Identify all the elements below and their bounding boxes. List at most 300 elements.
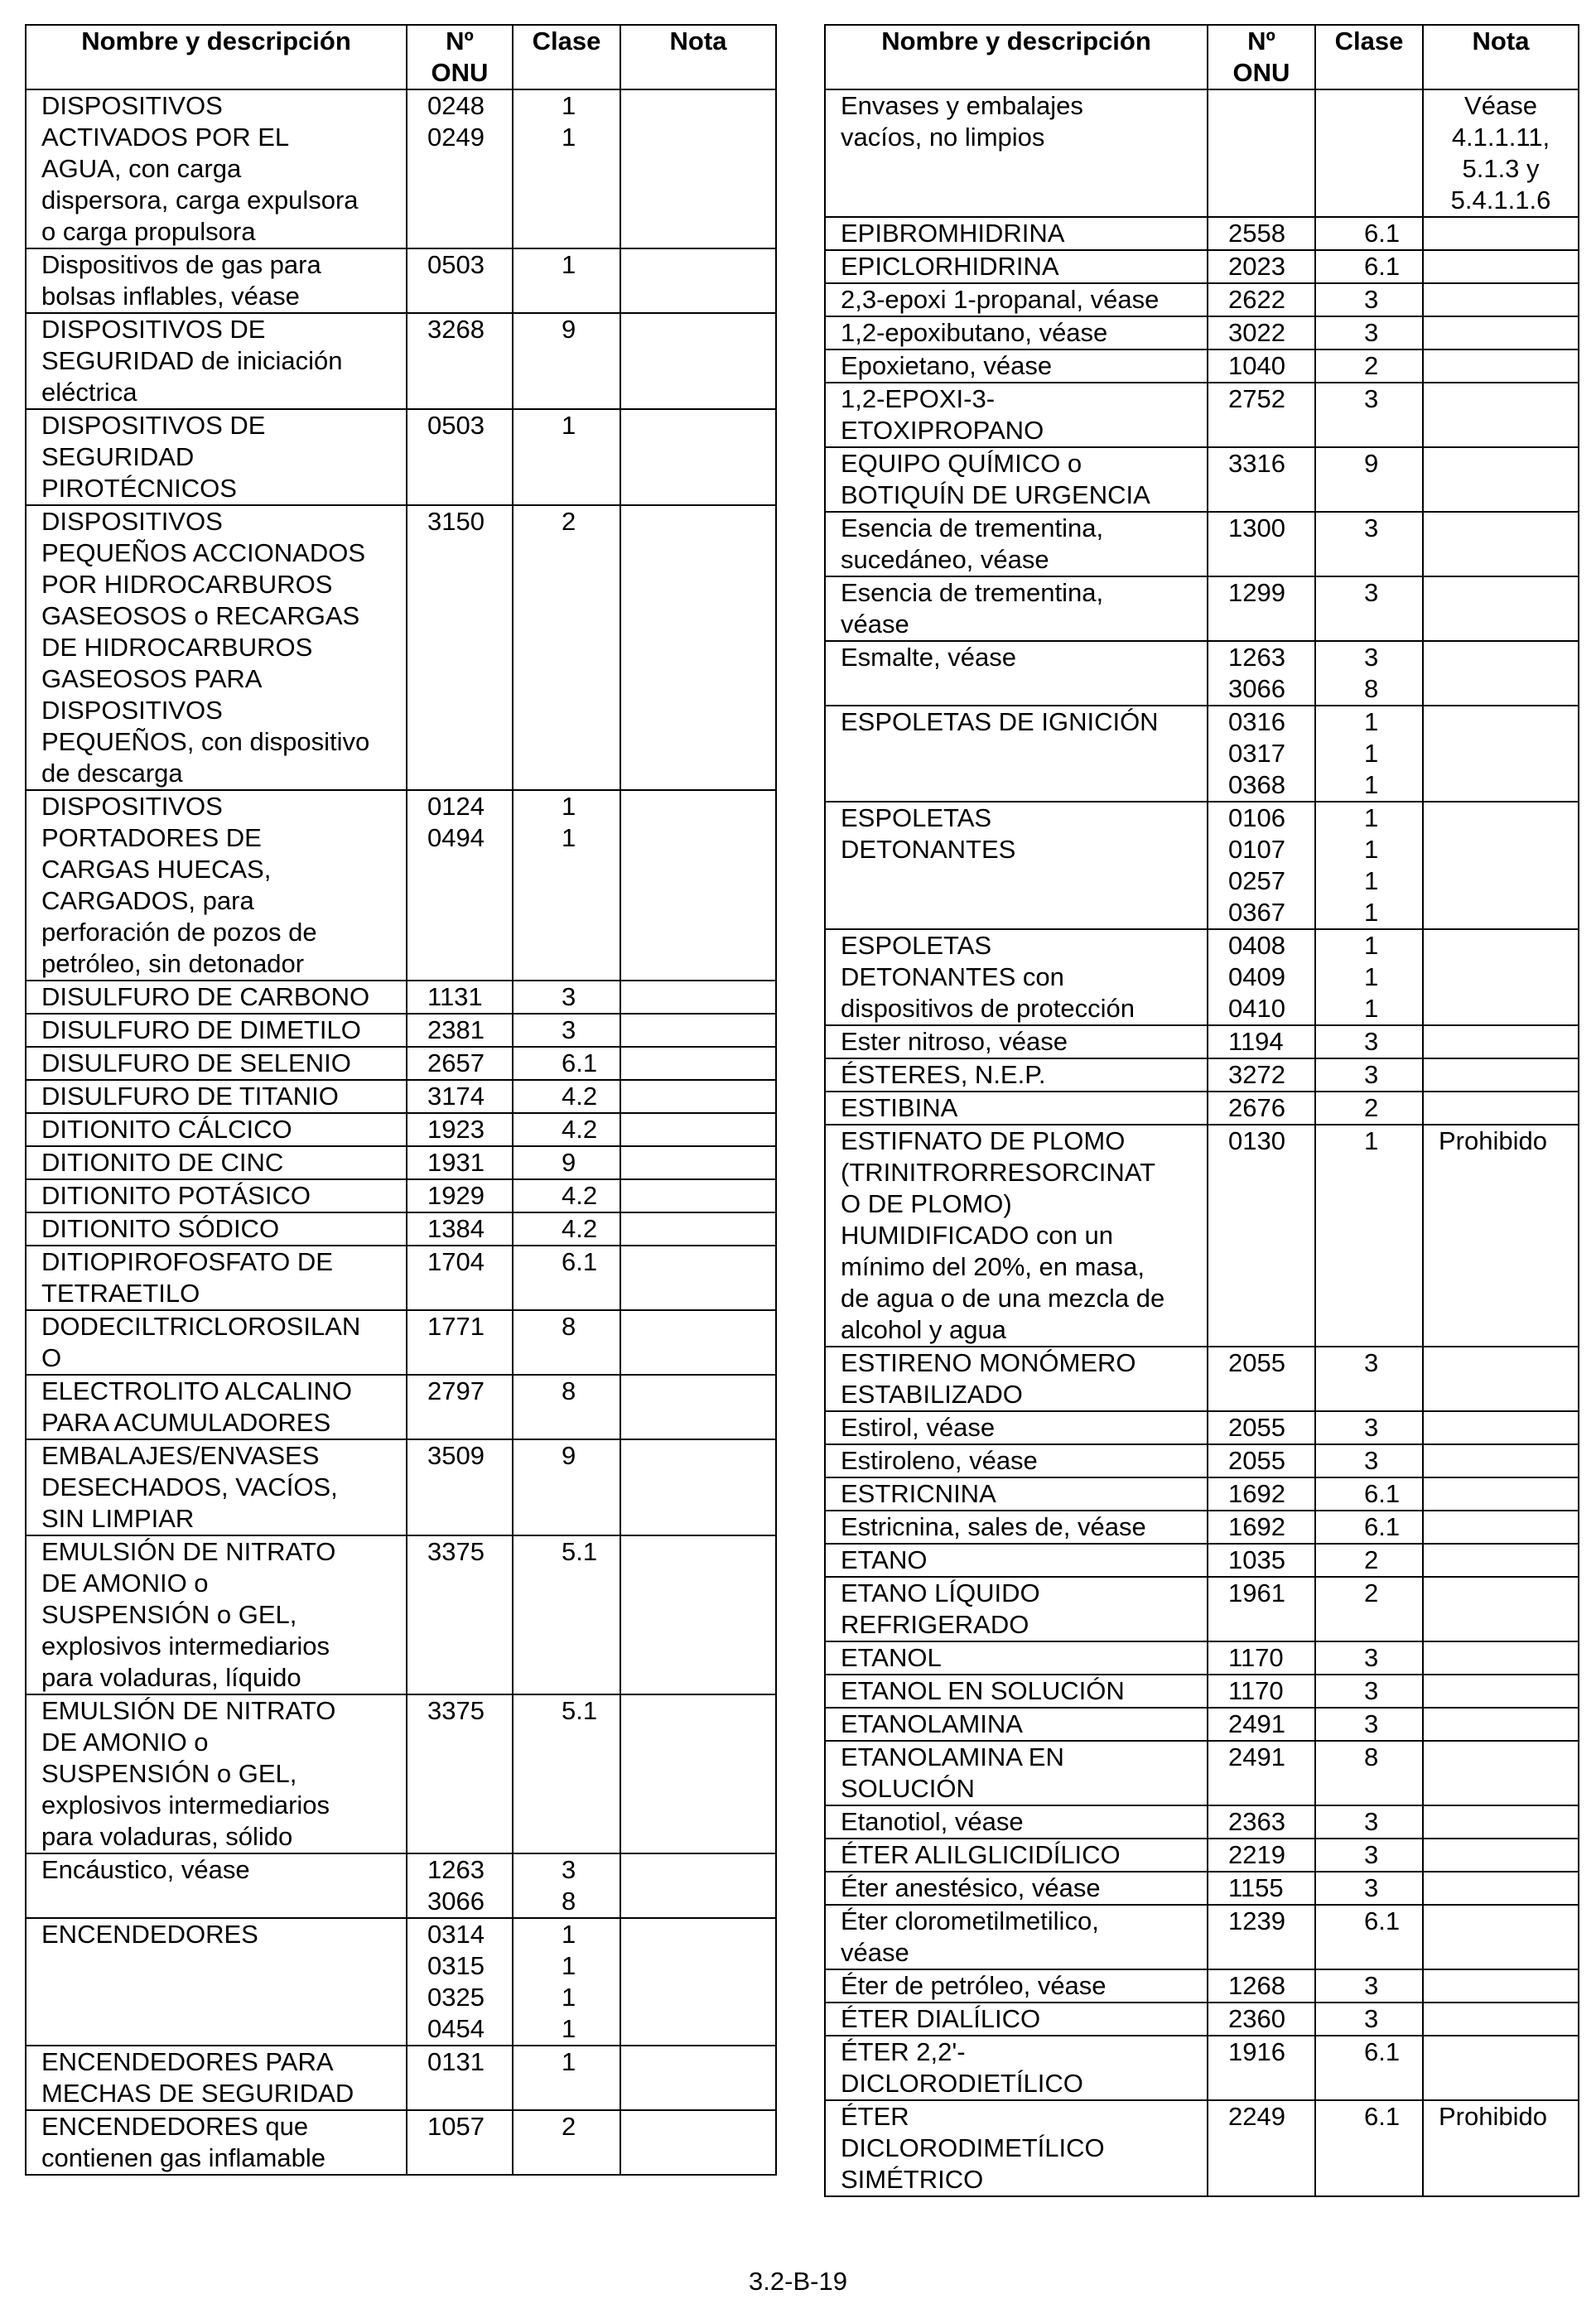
class-cell: 3 (1315, 1708, 1423, 1741)
table-row (825, 250, 1579, 283)
table-row (825, 1741, 1579, 1805)
table-row (825, 1641, 1579, 1675)
name-cell: Éter clorometilmetilico, véase (825, 1905, 1208, 1969)
table-row (26, 1694, 776, 1853)
note-cell (620, 248, 776, 313)
class-cell: 8 (1315, 1741, 1423, 1805)
left-dangerous-goods-table (25, 24, 777, 2176)
name-cell: ESPOLETAS DETONANTES con dispositivos de protección (825, 929, 1208, 1025)
name-cell: 1,2-epoxibutano, véase (825, 316, 1208, 349)
table-row (825, 1544, 1579, 1577)
class-cell: 1 1 (513, 790, 620, 981)
class-cell: 1 (513, 248, 620, 313)
onu-number-cell: 1268 (1208, 1969, 1315, 2003)
name-cell: Estricnina, sales de, véase (825, 1511, 1208, 1544)
note-cell (1423, 1347, 1579, 1411)
table-row (26, 1146, 776, 1179)
onu-number-cell: 2381 (407, 1014, 513, 1047)
table-row (26, 248, 776, 313)
name-cell: DISPOSITIVOS DE SEGURIDAD PIROTÉCNICOS (26, 409, 407, 505)
class-cell: 9 (513, 1439, 620, 1535)
name-cell: Esencia de trementina, véase (825, 576, 1208, 641)
name-cell: DISPOSITIVOS PORTADORES DE CARGAS HUECAS, CARGADOS, para perforación de pozos de petróleo, sin detonador (26, 790, 407, 981)
name-cell: Estiroleno, véase (825, 1444, 1208, 1477)
name-cell: ESTIFNATO DE PLOMO (TRINITRORRESORCINAT O DE PLOMO) HUMIDIFICADO con un mínimo del 20%, en masa, de agua o de una mezcla de alcohol y agua (825, 1125, 1208, 1347)
class-cell: 1 (513, 409, 620, 505)
onu-number-cell: 0314 0315 0325 0454 (407, 1918, 513, 2046)
table-row (825, 1411, 1579, 1444)
table-row (26, 2046, 776, 2110)
onu-number-cell: 0130 (1208, 1125, 1315, 1347)
name-cell: EMBALAJES/ENVASES DESECHADOS, VACÍOS, SIN LIMPIAR (26, 1439, 407, 1535)
onu-number-cell: 3174 (407, 1080, 513, 1113)
onu-number-cell: 2622 (1208, 283, 1315, 316)
onu-number-cell: 2752 (1208, 383, 1315, 447)
note-cell (620, 1853, 776, 1918)
onu-number-cell: 2363 (1208, 1805, 1315, 1839)
table-row (825, 1058, 1579, 1092)
class-cell: 3 (1315, 576, 1423, 641)
class-cell (1315, 89, 1423, 217)
class-cell: 3 (1315, 1411, 1423, 1444)
onu-number-cell: 1263 3066 (407, 1853, 513, 1918)
class-cell: 1 1 1 (1315, 706, 1423, 802)
onu-number-cell: 1916 (1208, 2036, 1315, 2100)
table-row (825, 316, 1579, 349)
class-cell: 1 (513, 2046, 620, 2110)
note-cell (1423, 1905, 1579, 1969)
table-row (825, 1708, 1579, 1741)
name-cell: EQUIPO QUÍMICO o BOTIQUÍN DE URGENCIA (825, 447, 1208, 512)
onu-number-cell: 2055 (1208, 1444, 1315, 1477)
name-cell: ETANOL (825, 1641, 1208, 1675)
table-row (26, 1535, 776, 1694)
table-row (825, 512, 1579, 576)
note-cell (1423, 706, 1579, 802)
note-cell (1423, 1411, 1579, 1444)
onu-number-cell: 1692 (1208, 1511, 1315, 1544)
onu-number-cell: 2055 (1208, 1411, 1315, 1444)
onu-number-cell: 3150 (407, 505, 513, 790)
note-cell (620, 409, 776, 505)
class-cell: 9 (1315, 447, 1423, 512)
table-row (26, 1918, 776, 2046)
table-row (825, 447, 1579, 512)
onu-number-cell: 1704 (407, 1246, 513, 1310)
note-cell (620, 1246, 776, 1310)
table-header-row (26, 25, 776, 89)
onu-number-cell: 1194 (1208, 1025, 1315, 1058)
onu-number-cell: 2657 (407, 1047, 513, 1080)
header-onu: Nº ONU (1208, 25, 1315, 89)
onu-number-cell: 1771 (407, 1310, 513, 1375)
onu-number-cell: 2558 (1208, 217, 1315, 250)
onu-number-cell: 3272 (1208, 1058, 1315, 1092)
class-cell: 6.1 (1315, 2036, 1423, 2100)
table-row (825, 217, 1579, 250)
class-cell: 1 1 1 1 (1315, 802, 1423, 929)
note-cell (620, 1146, 776, 1179)
note-cell (1423, 1025, 1579, 1058)
note-cell (620, 2110, 776, 2175)
class-cell: 3 (1315, 1025, 1423, 1058)
table-row (825, 1872, 1579, 1905)
name-cell: ESPOLETAS DE IGNICIÓN (825, 706, 1208, 802)
table-row (825, 89, 1579, 217)
class-cell: 3 (1315, 512, 1423, 576)
note-cell (1423, 1477, 1579, 1511)
table-row (26, 1014, 776, 1047)
onu-number-cell (1208, 89, 1315, 217)
class-cell: 6.1 (1315, 1477, 1423, 1511)
name-cell: ENCENDEDORES que contienen gas inflamable (26, 2110, 407, 2175)
name-cell: DISPOSITIVOS PEQUEÑOS ACCIONADOS POR HIDROCARBUROS GASEOSOS o RECARGAS DE HIDROCARBUROS GASEOSOS PARA DISPOSITIVOS PEQUEÑOS, con dispositivo de descarga (26, 505, 407, 790)
header-clase: Clase (513, 25, 620, 89)
note-cell (1423, 802, 1579, 929)
table-row (26, 409, 776, 505)
class-cell: 3 (1315, 1839, 1423, 1872)
name-cell: DISULFURO DE SELENIO (26, 1047, 407, 1080)
right-table-body (825, 89, 1579, 2196)
name-cell: Estirol, véase (825, 1411, 1208, 1444)
note-cell (620, 89, 776, 248)
onu-number-cell: 3316 (1208, 447, 1315, 512)
table-row (26, 981, 776, 1014)
name-cell: ETANO (825, 1544, 1208, 1577)
note-cell (620, 1179, 776, 1212)
note-cell (620, 1310, 776, 1375)
table-row (825, 1477, 1579, 1511)
onu-number-cell: 1170 (1208, 1641, 1315, 1675)
table-row (825, 383, 1579, 447)
note-cell (1423, 512, 1579, 576)
class-cell: 4.2 (513, 1179, 620, 1212)
name-cell: ÉTER DICLORODIMETÍLICO SIMÉTRICO (825, 2100, 1208, 2196)
note-cell (620, 790, 776, 981)
name-cell: DODECILTRICLOROSILAN O (26, 1310, 407, 1375)
header-nota: Nota (620, 25, 776, 89)
table-row (825, 349, 1579, 383)
onu-number-cell: 3375 (407, 1535, 513, 1694)
class-cell: 3 (513, 981, 620, 1014)
onu-number-cell: 2249 (1208, 2100, 1315, 2196)
class-cell: 6.1 (1315, 1905, 1423, 1969)
onu-number-cell: 1239 (1208, 1905, 1315, 1969)
onu-number-cell: 1961 (1208, 1577, 1315, 1641)
table-row (825, 1125, 1579, 1347)
note-cell (1423, 447, 1579, 512)
onu-number-cell: 1057 (407, 2110, 513, 2175)
name-cell: Envases y embalajes vacíos, no limpios (825, 89, 1208, 217)
onu-number-cell: 0503 (407, 409, 513, 505)
class-cell: 3 8 (513, 1853, 620, 1918)
class-cell: 9 (513, 1146, 620, 1179)
onu-number-cell: 1263 3066 (1208, 641, 1315, 706)
note-cell (1423, 1444, 1579, 1477)
class-cell: 5.1 (513, 1535, 620, 1694)
class-cell: 6.1 (1315, 217, 1423, 250)
note-cell (620, 1918, 776, 2046)
name-cell: Esmalte, véase (825, 641, 1208, 706)
class-cell: 2 (1315, 1544, 1423, 1577)
note-cell (1423, 383, 1579, 447)
table-row (26, 1047, 776, 1080)
table-row (825, 641, 1579, 706)
class-cell: 1 (1315, 1125, 1423, 1347)
class-cell: 3 (1315, 1058, 1423, 1092)
class-cell: 6.1 (1315, 250, 1423, 283)
note-cell (1423, 217, 1579, 250)
class-cell: 6.1 (513, 1246, 620, 1310)
class-cell: 2 (1315, 1092, 1423, 1125)
name-cell: EPICLORHIDRINA (825, 250, 1208, 283)
class-cell: 3 8 (1315, 641, 1423, 706)
onu-number-cell: 0106 0107 0257 0367 (1208, 802, 1315, 929)
table-row (825, 1969, 1579, 2003)
class-cell: 2 (1315, 349, 1423, 383)
class-cell: 3 (1315, 1347, 1423, 1411)
onu-number-cell: 0124 0494 (407, 790, 513, 981)
onu-number-cell: 2023 (1208, 250, 1315, 283)
onu-number-cell: 2491 (1208, 1741, 1315, 1805)
header-name: Nombre y descripción (26, 25, 407, 89)
name-cell: DISPOSITIVOS DE SEGURIDAD de iniciación eléctrica (26, 313, 407, 409)
note-cell (1423, 250, 1579, 283)
class-cell: 3 (1315, 316, 1423, 349)
name-cell: DITIONITO CÁLCICO (26, 1113, 407, 1146)
onu-number-cell: 3375 (407, 1694, 513, 1853)
onu-number-cell: 0408 0409 0410 (1208, 929, 1315, 1025)
name-cell: DITIONITO POTÁSICO (26, 1179, 407, 1212)
note-cell (1423, 576, 1579, 641)
class-cell: 1 1 (513, 89, 620, 248)
table-row (26, 89, 776, 248)
table-row (825, 1092, 1579, 1125)
name-cell: Éter anestésico, véase (825, 1872, 1208, 1905)
note-cell: Véase 4.1.1.11, 5.1.3 y 5.4.1.1.6 (1423, 89, 1579, 217)
name-cell: ÉTER ALILGLICIDÍLICO (825, 1839, 1208, 1872)
name-cell: DITIONITO SÓDICO (26, 1212, 407, 1246)
table-row (26, 1439, 776, 1535)
header-clase: Clase (1315, 25, 1423, 89)
name-cell: 2,3-epoxi 1-propanal, véase (825, 283, 1208, 316)
class-cell: 2 (513, 2110, 620, 2175)
name-cell: EPIBROMHIDRINA (825, 217, 1208, 250)
onu-number-cell: 1040 (1208, 349, 1315, 383)
table-row (825, 2003, 1579, 2036)
table-header-row (825, 25, 1579, 89)
class-cell: 4.2 (513, 1212, 620, 1246)
name-cell: ÉTER 2,2'- DICLORODIETÍLICO (825, 2036, 1208, 2100)
table-row (825, 576, 1579, 641)
note-cell (620, 1694, 776, 1853)
name-cell: ENCENDEDORES PARA MECHAS DE SEGURIDAD (26, 2046, 407, 2110)
note-cell (620, 505, 776, 790)
onu-number-cell: 1384 (407, 1212, 513, 1246)
name-cell: DITIOPIROFOSFATO DE TETRAETILO (26, 1246, 407, 1310)
onu-number-cell: 1931 (407, 1146, 513, 1179)
table-row (825, 1025, 1579, 1058)
table-row (26, 1853, 776, 1918)
note-cell (1423, 349, 1579, 383)
onu-number-cell: 1923 (407, 1113, 513, 1146)
class-cell: 3 (1315, 283, 1423, 316)
name-cell: DITIONITO DE CINC (26, 1146, 407, 1179)
note-cell (620, 1113, 776, 1146)
onu-number-cell: 1692 (1208, 1477, 1315, 1511)
header-nota: Nota (1423, 25, 1579, 89)
onu-number-cell: 2676 (1208, 1092, 1315, 1125)
onu-number-cell: 1131 (407, 981, 513, 1014)
header-onu: Nº ONU (407, 25, 513, 89)
class-cell: 8 (513, 1375, 620, 1439)
name-cell: ESPOLETAS DETONANTES (825, 802, 1208, 929)
name-cell: Etanotiol, véase (825, 1805, 1208, 1839)
name-cell: ELECTROLITO ALCALINO PARA ACUMULADORES (26, 1375, 407, 1439)
table-row (825, 283, 1579, 316)
name-cell: ESTRICNINA (825, 1477, 1208, 1511)
note-cell (1423, 1839, 1579, 1872)
note-cell (1423, 2036, 1579, 2100)
name-cell: DISULFURO DE CARBONO (26, 981, 407, 1014)
table-row (825, 1347, 1579, 1411)
table-row (26, 1310, 776, 1375)
table-row (825, 1905, 1579, 1969)
table-row (825, 2100, 1579, 2196)
class-cell: 8 (513, 1310, 620, 1375)
table-row (26, 1375, 776, 1439)
name-cell: DISULFURO DE TITANIO (26, 1080, 407, 1113)
note-cell: Prohibido (1423, 1125, 1579, 1347)
name-cell: 1,2-EPOXI-3- ETOXIPROPANO (825, 383, 1208, 447)
note-cell (620, 1080, 776, 1113)
class-cell: 1 1 1 1 (513, 1918, 620, 2046)
note-cell (620, 1047, 776, 1080)
class-cell: 2 (1315, 1577, 1423, 1641)
onu-number-cell: 3022 (1208, 316, 1315, 349)
onu-number-cell: 2219 (1208, 1839, 1315, 1872)
note-cell (620, 2046, 776, 2110)
table-row (825, 1805, 1579, 1839)
table-row (26, 1179, 776, 1212)
class-cell: 9 (513, 313, 620, 409)
name-cell: ESTIBINA (825, 1092, 1208, 1125)
onu-number-cell: 1300 (1208, 512, 1315, 576)
note-cell (1423, 1511, 1579, 1544)
table-row (825, 1444, 1579, 1477)
header-name: Nombre y descripción (825, 25, 1208, 89)
onu-number-cell: 2797 (407, 1375, 513, 1439)
name-cell: Epoxietano, véase (825, 349, 1208, 383)
onu-number-cell: 0503 (407, 248, 513, 313)
name-cell: DISPOSITIVOS ACTIVADOS POR EL AGUA, con carga dispersora, carga expulsora o carga propulsora (26, 89, 407, 248)
note-cell (620, 1375, 776, 1439)
table-row (26, 1212, 776, 1246)
name-cell: Esencia de trementina, sucedáneo, véase (825, 512, 1208, 576)
name-cell: ETANO LÍQUIDO REFRIGERADO (825, 1577, 1208, 1641)
note-cell (1423, 1058, 1579, 1092)
onu-number-cell: 1035 (1208, 1544, 1315, 1577)
class-cell: 2 (513, 505, 620, 790)
class-cell: 3 (513, 1014, 620, 1047)
name-cell: DISULFURO DE DIMETILO (26, 1014, 407, 1047)
class-cell: 3 (1315, 1805, 1423, 1839)
note-cell (1423, 929, 1579, 1025)
class-cell: 1 1 1 (1315, 929, 1423, 1025)
onu-number-cell: 2491 (1208, 1708, 1315, 1741)
name-cell: Dispositivos de gas para bolsas inflables, véase (26, 248, 407, 313)
name-cell: ESTIRENO MONÓMERO ESTABILIZADO (825, 1347, 1208, 1411)
note-cell (1423, 1741, 1579, 1805)
onu-number-cell: 3509 (407, 1439, 513, 1535)
class-cell: 3 (1315, 1969, 1423, 2003)
note-cell (1423, 1641, 1579, 1675)
class-cell: 6.1 (1315, 1511, 1423, 1544)
onu-number-cell: 0248 0249 (407, 89, 513, 248)
note-cell (1423, 316, 1579, 349)
table-row (825, 1675, 1579, 1708)
class-cell: 3 (1315, 1675, 1423, 1708)
table-row (26, 1246, 776, 1310)
name-cell: EMULSIÓN DE NITRATO DE AMONIO o SUSPENSIÓN o GEL, explosivos intermediarios para voladuras, líquido (26, 1535, 407, 1694)
table-row (26, 1113, 776, 1146)
table-row (825, 1839, 1579, 1872)
onu-number-cell: 1299 (1208, 576, 1315, 641)
class-cell: 4.2 (513, 1113, 620, 1146)
class-cell: 5.1 (513, 1694, 620, 1853)
note-cell (1423, 1805, 1579, 1839)
class-cell: 3 (1315, 2003, 1423, 2036)
onu-number-cell: 1170 (1208, 1675, 1315, 1708)
right-dangerous-goods-table (824, 24, 1579, 2197)
onu-number-cell: 0316 0317 0368 (1208, 706, 1315, 802)
note-cell (1423, 2003, 1579, 2036)
name-cell: ENCENDEDORES (26, 1918, 407, 2046)
table-row (825, 2036, 1579, 2100)
table-row (26, 313, 776, 409)
table-row (26, 505, 776, 790)
table-row (825, 706, 1579, 802)
name-cell: Ester nitroso, véase (825, 1025, 1208, 1058)
note-cell (1423, 1708, 1579, 1741)
class-cell: 3 (1315, 1641, 1423, 1675)
left-table-body (26, 89, 776, 2175)
onu-number-cell: 0131 (407, 2046, 513, 2110)
table-row (825, 929, 1579, 1025)
name-cell: ETANOLAMINA EN SOLUCIÓN (825, 1741, 1208, 1805)
table-row (825, 1511, 1579, 1544)
name-cell: EMULSIÓN DE NITRATO DE AMONIO o SUSPENSIÓN o GEL, explosivos intermediarios para voladuras, sólido (26, 1694, 407, 1853)
name-cell: Encáustico, véase (26, 1853, 407, 1918)
name-cell: ETANOL EN SOLUCIÓN (825, 1675, 1208, 1708)
note-cell (1423, 283, 1579, 316)
class-cell: 3 (1315, 1872, 1423, 1905)
class-cell: 6.1 (1315, 2100, 1423, 2196)
note-cell (620, 1535, 776, 1694)
name-cell: ÉSTERES, N.E.P. (825, 1058, 1208, 1092)
onu-number-cell: 1155 (1208, 1872, 1315, 1905)
class-cell: 6.1 (513, 1047, 620, 1080)
note-cell (620, 1439, 776, 1535)
onu-number-cell: 2055 (1208, 1347, 1315, 1411)
note-cell (620, 1014, 776, 1047)
table-row (26, 1080, 776, 1113)
name-cell: ETANOLAMINA (825, 1708, 1208, 1741)
note-cell (1423, 1092, 1579, 1125)
note-cell: Prohibido (1423, 2100, 1579, 2196)
name-cell: ÉTER DIALÍLICO (825, 2003, 1208, 2036)
class-cell: 3 (1315, 383, 1423, 447)
